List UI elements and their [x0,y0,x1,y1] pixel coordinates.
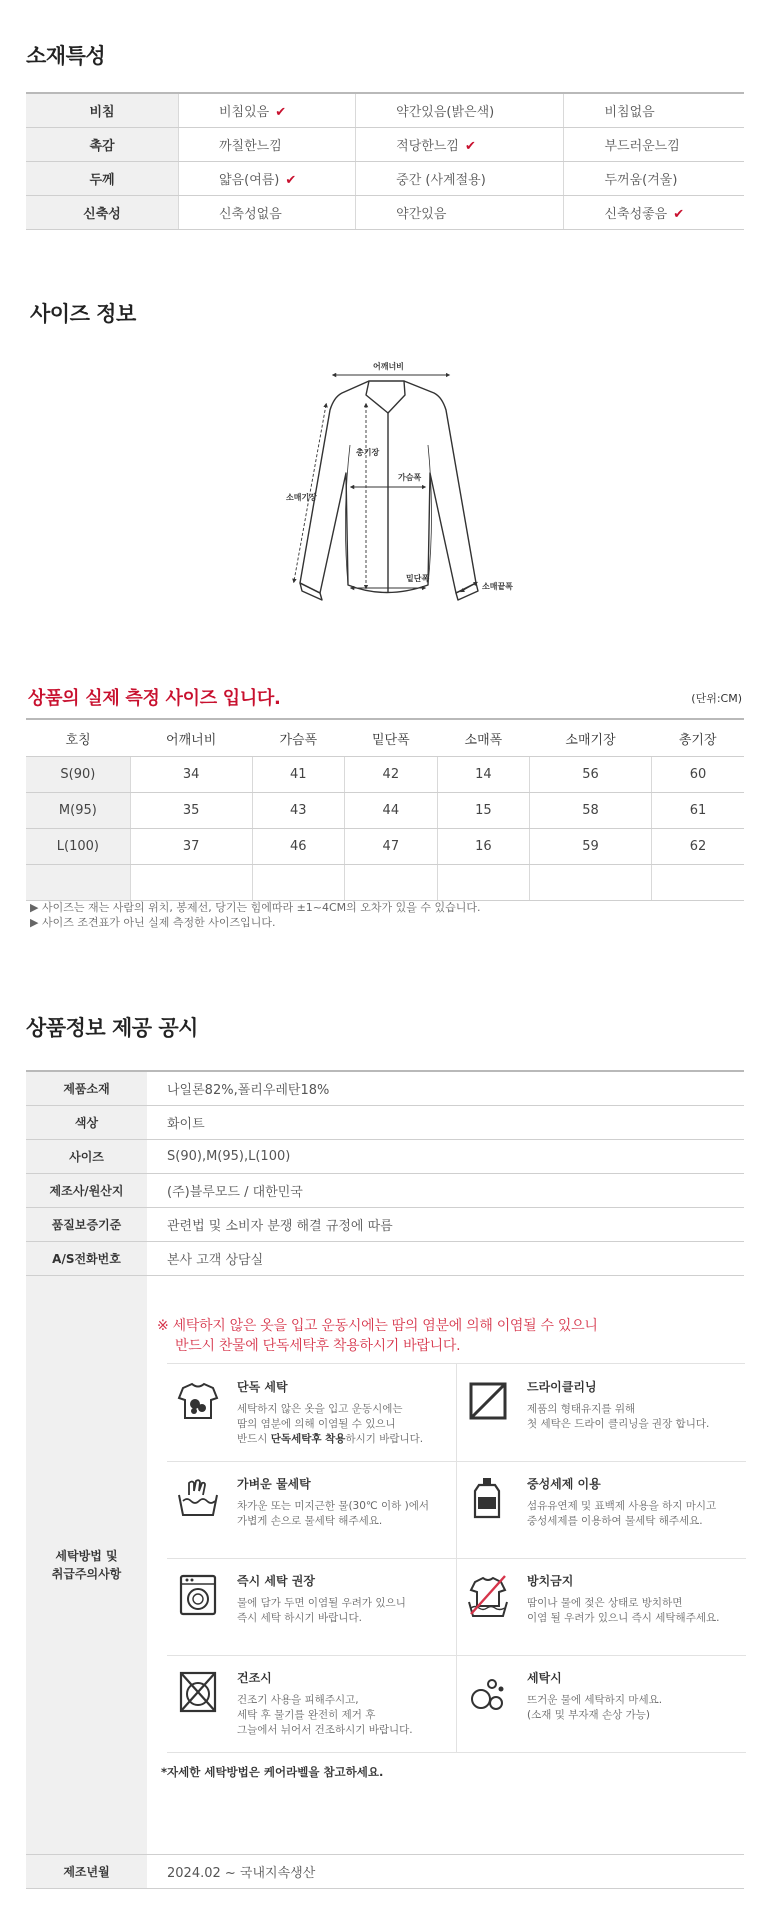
material-row [26,196,744,230]
info-value: 2024.02 ~ 국내지속생산 [147,1855,744,1889]
material-option: 까칠한느낌 [179,128,356,162]
hot-water-icon [465,1669,511,1715]
jacket-outline [300,381,478,600]
size-header: 소매기장 [530,719,652,757]
material-option: 부드러운느낌 [564,128,744,162]
size-cell: 58 [530,793,652,829]
size-cell: 35 [130,793,252,829]
info-label: 품질보증기준 [26,1208,147,1242]
diagram-label-chest: 가슴폭 [398,473,422,482]
material-label: 신축성 [26,196,179,230]
care-item: 세탁시 뜨거운 물에 세탁하지 마세요. (소재 및 부자재 손상 가능) [456,1655,746,1753]
measure-title: 상품의 실제 측정 사이즈 입니다. [28,688,281,709]
info-value: 화이트 [147,1106,744,1140]
info-value: (주)블루모드 / 대한민국 [147,1174,744,1208]
material-option: 적당한느낌 ✔ [356,128,564,162]
check-icon: ✔ [285,173,297,188]
size-cell: 47 [345,829,438,865]
size-cell [26,865,130,901]
info-row [26,1242,744,1276]
size-table [26,718,744,901]
material-label: 두께 [26,162,179,196]
size-cell: 34 [130,757,252,793]
size-cell [437,865,530,901]
size-row [26,865,744,901]
size-cell [530,865,652,901]
size-cell [345,865,438,901]
care-instructions [147,1276,744,1855]
size-cell: 46 [252,829,345,865]
check-icon: ✔ [464,139,476,154]
size-cell: 15 [437,793,530,829]
care-grid [167,1363,745,1736]
size-cell [252,865,345,901]
care-item: 건조시 건조기 사용을 피해주시고, 세탁 후 물기를 완전히 제거 후 그늘에서 뉘어서 건조하시기 바랍니다. [167,1655,456,1753]
dry-clean-icon [465,1378,511,1424]
material-option: 두꺼움(겨울) [564,162,744,196]
info-value: 본사 고객 상담실 [147,1242,744,1276]
size-cell: 42 [345,757,438,793]
info-value: S(90),M(95),L(100) [147,1140,744,1174]
info-row [26,1140,744,1174]
material-section-title: 소재특성 [26,44,106,68]
info-row [26,1855,744,1889]
care-warning: ※ 세탁하지 않은 옷을 입고 운동시에는 땀의 염분에 의해 이염될 수 있으니 반드시 찬물에 단독세탁후 착용하시기 바랍니다. [157,1318,598,1354]
care-item: 방치금지 땀이나 물에 젖은 상태로 방치하면 이염 될 우려가 있으니 즉시 세탁해주세요. [456,1558,746,1656]
no-tumble-dry-icon [175,1669,221,1715]
diagram-label-sleeve-width: 소매끝폭 [482,582,513,591]
care-item: 단독 세탁 세탁하지 않은 옷을 입고 운동시에는 땀의 염분에 의해 이염될 수 있으니 반드시 단독세탁후 착용하시기 바랍니다. [167,1364,456,1462]
size-header: 가슴폭 [252,719,345,757]
size-cell: 37 [130,829,252,865]
jacket-size-diagram [270,355,540,610]
tshirt-wash-icon [175,1378,221,1424]
size-row [26,793,744,829]
size-section-title: 사이즈 정보 [30,302,136,326]
size-notes [30,900,481,930]
size-cell: 62 [651,829,744,865]
size-header: 소매폭 [437,719,530,757]
check-icon: ✔ [275,105,287,120]
size-cell: 43 [252,793,345,829]
material-option: 비침없음 [564,93,744,128]
info-row-care [26,1276,744,1855]
diagram-label-total-length: 총기장 [356,448,380,457]
info-label: 제조년월 [26,1855,147,1889]
hand-wash-icon [175,1475,221,1521]
info-label: 제품소재 [26,1071,147,1106]
size-cell: 60 [651,757,744,793]
material-option: 약간있음 [356,196,564,230]
size-cell: S(90) [26,757,130,793]
material-option: 신축성없음 [179,196,356,230]
diagram-label-sleeve-length: 소매기장 [286,493,317,502]
care-item: 드라이클리닝 제품의 형태유지를 위해 첫 세탁은 드라이 클리닝을 권장 합니다. [456,1364,746,1462]
size-cell: 14 [437,757,530,793]
size-cell: 41 [252,757,345,793]
info-value: 관련법 및 소비자 분쟁 해결 규정에 따름 [147,1208,744,1242]
info-row [26,1174,744,1208]
material-row [26,128,744,162]
material-option: 신축성좋음 ✔ [564,196,744,230]
care-item: 즉시 세탁 권장 물에 담가 두면 이염될 우려가 있으니 즉시 세탁 하시기 바랍니다. [167,1558,456,1656]
size-header: 어깨너비 [130,719,252,757]
size-cell: 59 [530,829,652,865]
care-footnote: *자세한 세탁방법은 케어라벨을 참고하세요. [161,1765,384,1779]
info-row [26,1208,744,1242]
no-soaking-icon [465,1572,511,1618]
info-label: 색상 [26,1106,147,1140]
size-cell [130,865,252,901]
size-note: ▶ 사이즈는 재는 사람의 위치, 봉제선, 당기는 힘에따라 ±1~4CM의 오차가 있을 수 있습니다. [30,901,481,914]
diagram-label-shoulder: 어깨너비 [373,362,404,371]
info-row [26,1071,744,1106]
size-row [26,829,744,865]
size-cell: 56 [530,757,652,793]
material-option: 약간있음(밝은색) [356,93,564,128]
info-label: 제조사/원산지 [26,1174,147,1208]
size-cell: M(95) [26,793,130,829]
size-header: 총기장 [651,719,744,757]
material-option: 비침있음 ✔ [179,93,356,128]
size-cell: 44 [345,793,438,829]
care-item: 가벼운 물세탁 차가운 또는 미지근한 물(30℃ 이하 )에서 가볍게 손으로 물세탁 해주세요. [167,1461,456,1559]
size-header: 밑단폭 [345,719,438,757]
material-row [26,93,744,128]
washing-machine-icon [175,1572,221,1618]
material-option: 중간 (사계절용) [356,162,564,196]
size-note: ▶ 사이즈 조견표가 아닌 실제 측정한 사이즈입니다. [30,916,276,929]
diagram-label-hem: 밑단폭 [406,574,430,583]
info-label: 사이즈 [26,1140,147,1174]
size-cell: 16 [437,829,530,865]
check-icon: ✔ [673,207,685,222]
size-cell: L(100) [26,829,130,865]
material-option: 얇음(여름) ✔ [179,162,356,196]
size-cell [651,865,744,901]
unit-label: (단위:CM) [691,692,742,705]
info-label: A/S전화번호 [26,1242,147,1276]
material-row [26,162,744,196]
size-row [26,757,744,793]
size-cell: 61 [651,793,744,829]
info-value: 나일론82%,폴리우레탄18% [147,1071,744,1106]
material-table [26,92,744,230]
product-info-section-title: 상품정보 제공 공시 [26,1016,198,1040]
product-info-table [26,1070,744,1889]
size-header: 호칭 [26,719,130,757]
size-header-row [26,719,744,757]
care-label: 세탁방법 및 취급주의사항 [26,1276,147,1855]
material-label: 비침 [26,93,179,128]
material-label: 촉감 [26,128,179,162]
info-row [26,1106,744,1140]
care-item: 중성세제 이용 섬유유연제 및 표백제 사용을 하지 마시고 중성세제를 이용하여 물세탁 해주세요. [456,1461,746,1559]
neutral-detergent-icon [465,1475,511,1521]
